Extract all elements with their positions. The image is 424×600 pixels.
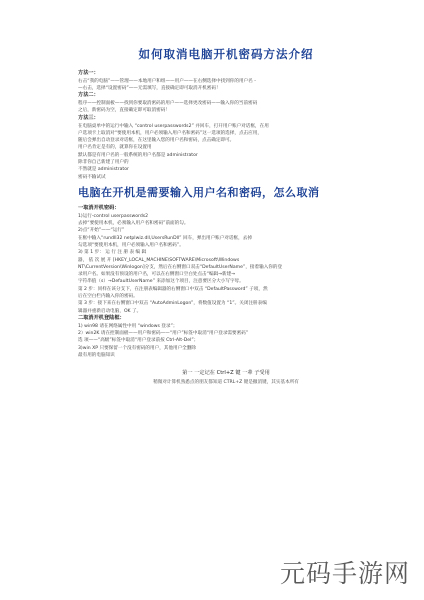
- text-line: 2）win2K 请在控制面板——用户和密码——“用户”标签中取消“用户登录需要密码”: [78, 331, 249, 336]
- methods-section: [78, 70, 374, 181]
- text-line: 辑器并重新启动电脑，OK 了。: [78, 308, 142, 314]
- section-heading: 方法一：: [78, 70, 99, 76]
- text-line: 选 项——“高级”标签中取消“用户登录前按 Ctrl-Alt-Del”；: [78, 338, 199, 344]
- text-line: 户选项卡上取消对“要使用本机，用户必须输入用户名和密码”这一选项的选择，点击应用，: [78, 130, 262, 136]
- text-line: 默认都是有用户名的一般系统的用户名都是 administrator: [78, 152, 198, 158]
- text-line: 3)win XP 只要保留一个没有密码的用户，其他用户全删除: [78, 345, 196, 351]
- text-line: 之后，新密码为空，直接确定即可取消密码！: [78, 108, 170, 114]
- text-line: 最有用的电脑知识: [78, 352, 115, 358]
- document-subtitle: 电脑在开机是需要输入用户名和密码，怎么取消: [78, 185, 320, 199]
- chapter-first-line: 稍微对计算机熟悉点的朋友都知道 CTRL+Z 键是撤消键，其实基本所有: [153, 380, 299, 386]
- text-line: 第 2 步：同样在该分支下，在注册表编辑器的右侧窗口中双击 “DefaultPassword” 子项，然: [78, 286, 268, 292]
- text-line: 在框中输入“rundll32 netplwiz.dll,UsersRunDll” 回车，弹出用户账户对话框，去掉: [78, 235, 252, 241]
- text-line: 去掉“要使用本机，必须输入用户名和密码”前面的勾。: [78, 221, 189, 227]
- text-line: 字符串值（s）→DefaultUserName” 来添加这个项目，注意要区分大小写字母。: [78, 279, 244, 285]
- section-heading: 方法三：: [78, 114, 99, 121]
- text-line: 勾选项“要使用本机，用户必须输入用户名和密码”。: [78, 242, 184, 248]
- text-line: —右击，选择“设置密码”——无需填写，直接确定即可取消开机密码！: [78, 86, 221, 92]
- section-heading: 二取消开机登陆框：: [78, 314, 125, 321]
- section-heading: 方法二：: [78, 92, 99, 99]
- text-line: 不然就是 administrator: [78, 167, 129, 173]
- text-line: 右击“我的电脑”——管理——本地用户和组——用户——在右侧选择中找到你的用户名 -: [78, 78, 256, 84]
- text-line: 用户名肯定是有的，就算你在设置用: [78, 145, 152, 151]
- text-line: 在电脑桌单中的运行中输入 “control userpasswords2” 并回车，打开用户账户对话框，在用: [78, 123, 269, 129]
- watermark: 元码手游网: [279, 559, 410, 588]
- document-page: [78, 34, 374, 560]
- section-heading: 一取消开机密码：: [78, 204, 120, 211]
- text-line: 密码不输试试: [78, 174, 106, 180]
- document-title: 如何取消电脑开机密码方法介绍: [138, 47, 314, 61]
- chapter-heading: 第一 一定记在 Ctrl+Z 键 一辈 子受用: [182, 370, 270, 377]
- text-line: 2)点“开始”——“运行”: [78, 228, 125, 234]
- text-line: 器， 依 次 展 开 [HKEY_LOCAL_MACHINE\SOFTWARE\Microsoft\Windows: [78, 257, 240, 263]
- steps-section: [78, 205, 374, 359]
- text-line: 1) win98 请在网络属性中用 “windows 登录”；: [78, 323, 178, 329]
- text-line: 除非你自己新建了用户的: [78, 160, 129, 166]
- text-line: NT\CurrentVersion\Winlogon]分支，然后在右侧窗口双击“DefaultUserName”，接着输入你的登: [78, 264, 283, 270]
- text-line: 1)运行-control userpasswords2: [78, 213, 149, 219]
- text-line: 录用户名。如果没有预设的用户名，可以在右侧窗口空白处点击“编辑→新建→: [78, 272, 236, 278]
- text-line: 程序——控制面板——找到你要取消密码的用户——选择更改密码——输入你的当前密码: [78, 101, 258, 107]
- text-line: 后在空白栏内输入你的密码。: [78, 294, 138, 300]
- text-line: 第 3 步：接下来在右侧窗口中双击 “AutoAdminLogon”，将数值设置为 “1”。关闭注册表编: [78, 301, 267, 307]
- text-line: 3) 第 1 步： 运 行 注 册 表 编 辑: [78, 250, 147, 256]
- text-line: 随后会弹出自动登录对话框，在这里输入您的用户名和密码，点击确定即可。: [78, 138, 235, 144]
